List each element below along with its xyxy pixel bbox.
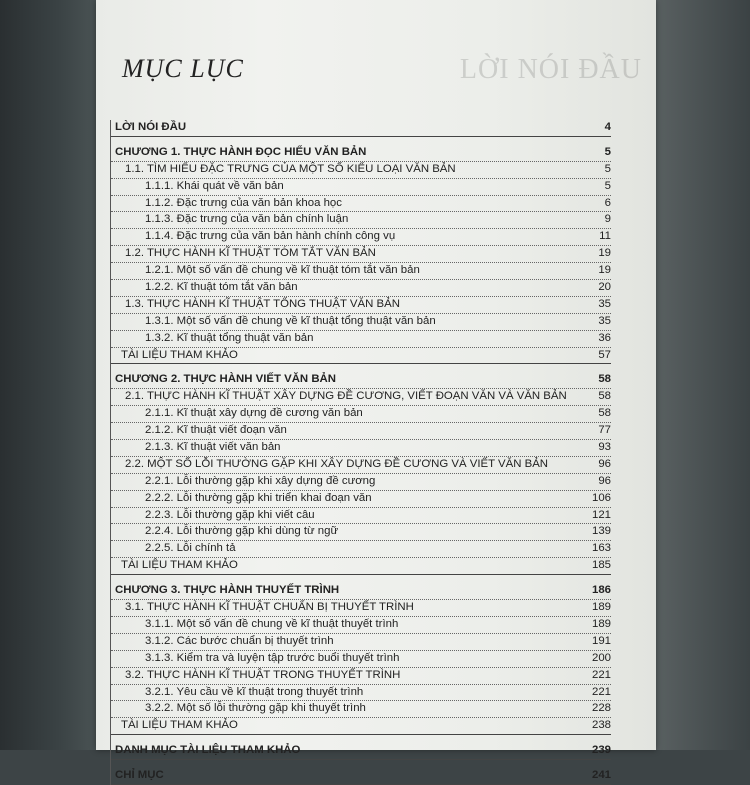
book-page xyxy=(96,0,656,782)
toc-entry-subsection: 1.2.1. Một số vấn đề chung về kĩ thuật tóm tắt văn bản 19 xyxy=(111,263,611,280)
toc-entry-subsection: 2.2.1. Lỗi thường gặp khi xây dựng đề cương 96 xyxy=(111,474,611,491)
ghost-heading: LỜI NÓI ĐẦU xyxy=(459,54,642,85)
page-title: MỤC LỤC xyxy=(122,54,244,83)
toc-entry-section: 2.1. THỰC HÀNH KĨ THUẬT XÂY DỰNG ĐỀ CƯƠNG, VIẾT ĐOẠN VĂN VÀ VĂN BẢN 58 xyxy=(111,389,611,406)
toc-entry-subsection: 1.2.2. Kĩ thuật tóm tắt văn bản 20 xyxy=(111,280,611,297)
toc-entry-references: TÀI LIỆU THAM KHẢO 57 xyxy=(111,348,611,365)
toc-entry-references: TÀI LIỆU THAM KHẢO 185 xyxy=(111,558,611,575)
toc-entry-chapter-1: CHƯƠNG 1. THỰC HÀNH ĐỌC HIỂU VĂN BẢN 5 xyxy=(111,145,611,162)
toc-entry-subsection: 2.2.4. Lỗi thường gặp khi dùng từ ngữ 139 xyxy=(111,524,611,541)
toc-entry-subsection: 2.2.3. Lỗi thường gặp khi viết câu 121 xyxy=(111,508,611,525)
toc-entry-subsection: 2.1.1. Kĩ thuật xây dựng đề cương văn bản 58 xyxy=(111,406,611,423)
toc-entry-bibliography: DANH MỤC TÀI LIỆU THAM KHẢO 239 xyxy=(111,743,611,760)
toc-entry-preface: LỜI NÓI ĐẦU 4 xyxy=(111,120,611,137)
toc-entry-section: 3.2. THỰC HÀNH KĨ THUẬT TRONG THUYẾT TRÌNH 221 xyxy=(111,668,611,685)
toc-entry-index: CHỈ MỤC 241 xyxy=(111,768,611,785)
toc-entry-chapter-2: CHƯƠNG 2. THỰC HÀNH VIẾT VĂN BẢN 58 xyxy=(111,372,611,389)
background-left xyxy=(0,0,96,750)
toc-entry-section: 1.1. TÌM HIỂU ĐẶC TRƯNG CỦA MỘT SỐ KIỂU LOẠI VĂN BẢN 5 xyxy=(111,162,611,179)
toc-entry-subsection: 1.1.2. Đặc trưng của văn bản khoa học 6 xyxy=(111,196,611,213)
toc-entry-subsection: 3.1.1. Một số vấn đề chung về kĩ thuật thuyết trình 189 xyxy=(111,617,611,634)
toc-entry-section: 1.2. THỰC HÀNH KĨ THUẬT TÓM TẮT VĂN BẢN 19 xyxy=(111,246,611,263)
table-of-contents xyxy=(110,120,611,785)
toc-entry-section: 3.1. THỰC HÀNH KĨ THUẬT CHUẨN BỊ THUYẾT TRÌNH 189 xyxy=(111,600,611,617)
toc-entry-references: TÀI LIỆU THAM KHẢO 238 xyxy=(111,718,611,735)
toc-entry-subsection: 2.1.2. Kĩ thuật viết đoạn văn 77 xyxy=(111,423,611,440)
toc-entry-subsection: 1.3.2. Kĩ thuật tổng thuật văn bản 36 xyxy=(111,331,611,348)
toc-entry-subsection: 2.2.2. Lỗi thường gặp khi triển khai đoạn văn 106 xyxy=(111,491,611,508)
toc-entry-subsection: 1.3.1. Một số vấn đề chung về kĩ thuật tổng thuật văn bản 35 xyxy=(111,314,611,331)
toc-entry-chapter-3: CHƯƠNG 3. THỰC HÀNH THUYẾT TRÌNH 186 xyxy=(111,583,611,600)
toc-entry-subsection: 1.1.1. Khái quát về văn bản 5 xyxy=(111,179,611,196)
toc-entry-subsection: 1.1.3. Đặc trưng của văn bản chính luận 9 xyxy=(111,212,611,229)
toc-entry-subsection: 2.1.3. Kĩ thuật viết văn bản 93 xyxy=(111,440,611,457)
toc-entry-subsection: 3.1.3. Kiểm tra và luyện tập trước buổi thuyết trình 200 xyxy=(111,651,611,668)
toc-entry-subsection: 3.2.1. Yêu cầu về kĩ thuật trong thuyết trình 221 xyxy=(111,685,611,702)
toc-entry-section: 1.3. THỰC HÀNH KĨ THUẬT TỔNG THUẬT VĂN BẢN 35 xyxy=(111,297,611,314)
background-right xyxy=(654,0,750,750)
toc-entry-subsection: 3.2.2. Một số lỗi thường gặp khi thuyết trình 228 xyxy=(111,701,611,718)
toc-entry-subsection: 2.2.5. Lỗi chính tả 163 xyxy=(111,541,611,558)
toc-entry-subsection: 1.1.4. Đặc trưng của văn bản hành chính công vụ 11 xyxy=(111,229,611,246)
toc-entry-section: 2.2. MỘT SỐ LỖI THƯỜNG GẶP KHI XÂY DỰNG ĐỀ CƯƠNG VÀ VIẾT VĂN BẢN 96 xyxy=(111,457,611,474)
toc-entry-subsection: 3.1.2. Các bước chuẩn bị thuyết trình 191 xyxy=(111,634,611,651)
